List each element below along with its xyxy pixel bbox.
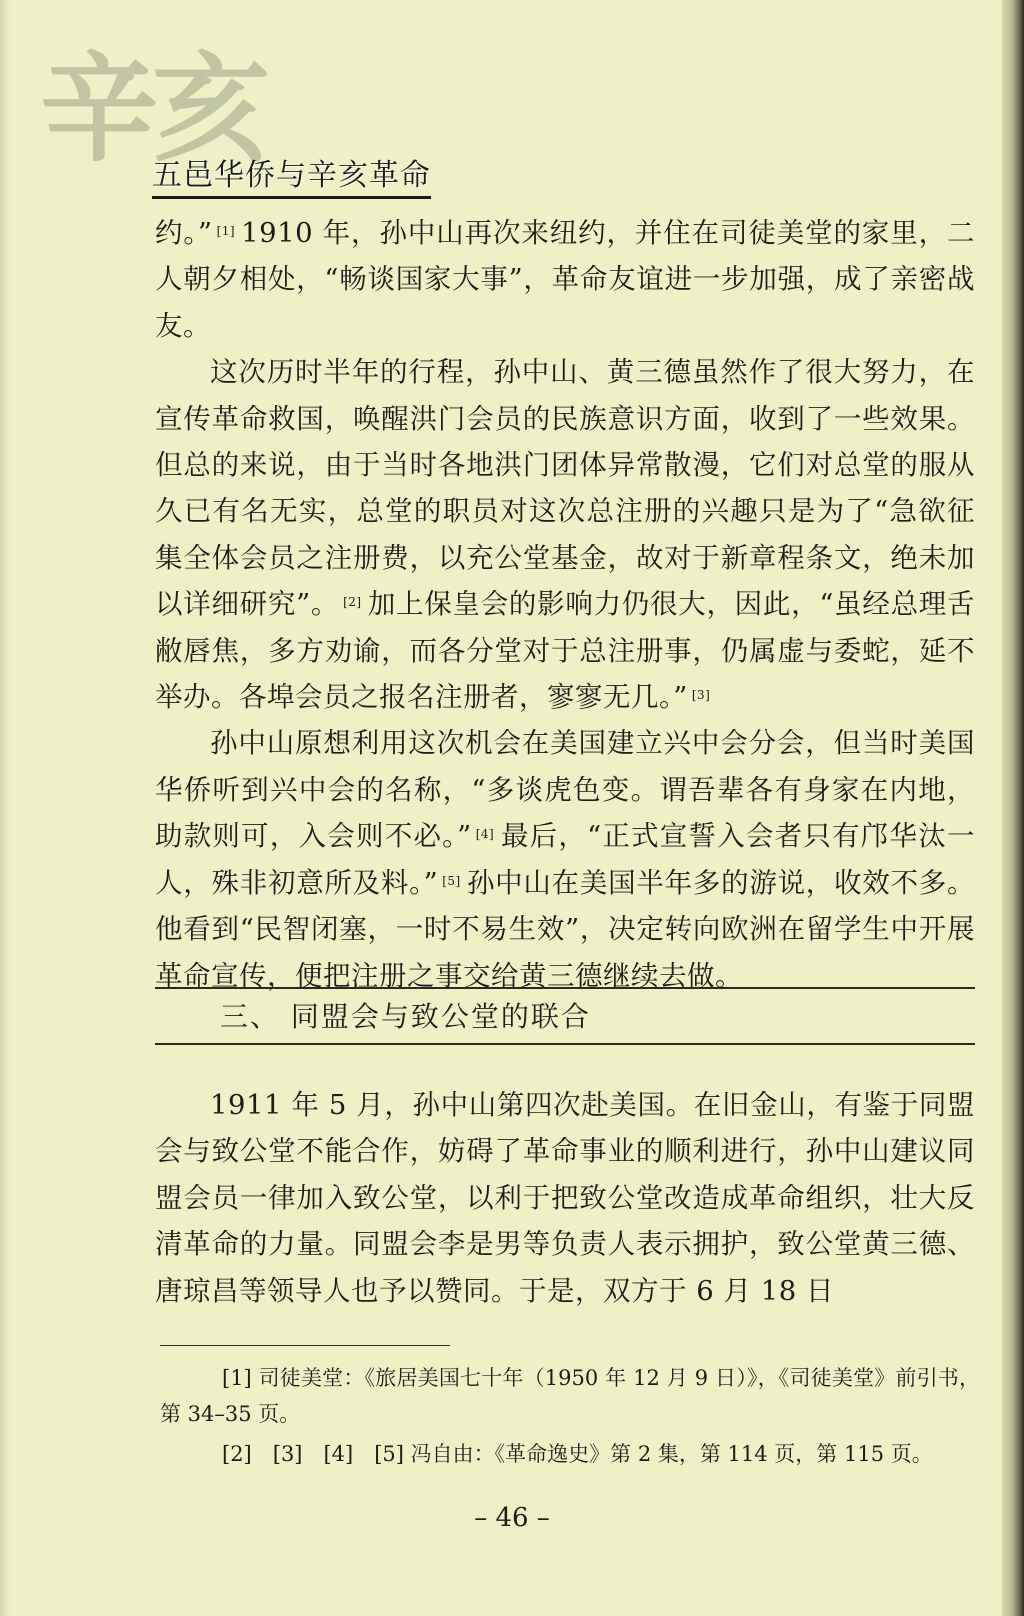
body-text-section-3 bbox=[155, 1082, 975, 1314]
footnote-ref: [3] bbox=[691, 688, 711, 703]
running-head bbox=[40, 40, 500, 200]
footnote-1: [1] 司徒美堂：《旅居美国七十年（1950 年 12 月 9 日）》，《司徒美堂》前引书，第 34–35 页。 bbox=[160, 1366, 980, 1426]
paragraph-4: 1911 年 5 月，孙中山第四次赴美国。在旧金山，有鉴于同盟会与致公堂不能合作，妨碍了革命事业的顺利进行，孙中山建议同盟会员一律加入致公堂，以利于把致公堂改造成革命组织，壮大反清革命的力量。同盟会李是男等负责人表示拥护，致公堂黄三德、唐琼昌等领导人也予以赞同。于是，双方于 6 月 18 日 bbox=[155, 1089, 975, 1307]
footnote-ref: [5] bbox=[442, 873, 461, 888]
footnotes bbox=[160, 1360, 980, 1476]
section-title: 三、 同盟会与致公堂的联合 bbox=[220, 1000, 591, 1033]
section-heading bbox=[155, 987, 975, 1045]
page-number: – 46 – bbox=[474, 1503, 550, 1533]
paragraph-text: 最后，“正式宣誓入会者只有邝华汰一人，殊非初意所及料。” bbox=[155, 820, 975, 899]
footnote-rule bbox=[160, 1345, 450, 1346]
book-title: 五邑华侨与辛亥革命 bbox=[152, 150, 431, 199]
footnote-ref: [1] bbox=[216, 224, 236, 238]
paragraph-2 bbox=[155, 349, 975, 720]
paragraph-text: 加上保皇会的影响力仍很大，因此，“虽经总理舌敝唇焦，多方劝谕，而各分堂对于总注册事，仍属虚与委蛇，延不举办。各埠会员之报名注册者，寥寥无几。” bbox=[155, 588, 976, 714]
page-right-edge bbox=[1002, 0, 1024, 1616]
footnote-ref: [2] bbox=[343, 595, 362, 610]
footnote-2: [2] [3] [4] [5] 冯自由：《革命逸史》第 2 集，第 114 页，第 115 页。 bbox=[222, 1442, 933, 1466]
paragraph-1 bbox=[155, 210, 975, 349]
paragraph-3 bbox=[155, 720, 975, 998]
paragraph-text: 孙中山原想利用这次机会在美国建立兴中会分会，但当时美国华侨听到兴中会的名称，“多谈虎色变。谓吾辈各有身家在内地，助款则可，入会则不必。” bbox=[155, 727, 975, 853]
watermark-text: 辛亥 bbox=[40, 40, 265, 178]
paragraph-text: 1910 年，孙中山再次来纽约，并住在司徒美堂的家里，二人朝夕相处，“畅谈国家大事”，革命友谊进一步加强，成了亲密战友。 bbox=[155, 217, 975, 342]
paragraph-text: 孙中山在美国半年多的游说，收效不多。他看到“民智闭塞，一时不易生效”，决定转向欧洲在留学生中开展革命宣传，便把注册之事交给黄三德继续去做。 bbox=[155, 866, 976, 992]
paragraph-text: 约。” bbox=[155, 217, 213, 249]
paragraph-text: 这次历时半年的行程，孙中山、黄三德虽然作了很大努力，在宣传革命救国，唤醒洪门会员的民族意识方面，收到了一些效果。但总的来说，由于当时各地洪门团体异常散漫，它们对总堂的服从久已有名无实，总堂的职员对这次总注册的兴趣只是为了“急欲征集全体会员之注册费，以充公堂基金，故对于新章程条文，绝未加以详细研究”。 bbox=[155, 356, 975, 621]
page-left-shadow bbox=[0, 0, 10, 1616]
footnote-ref: [4] bbox=[475, 827, 495, 842]
body-text bbox=[155, 210, 975, 999]
